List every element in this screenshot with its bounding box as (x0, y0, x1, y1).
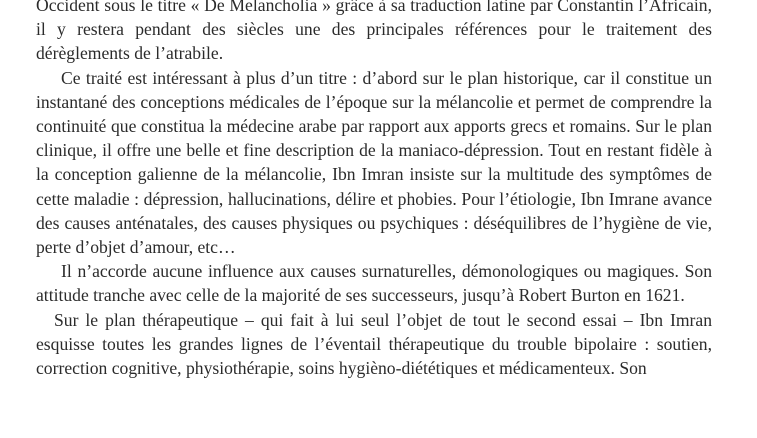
paragraph-supernatural-causes: Il n’accorde aucune influence aux causes surnaturelles, démonologiques ou magiques. Son attitude tranche avec celle de la majorité de ses successeurs, jusqu’à Robert Burton en 1621. (36, 261, 712, 306)
document-page (36, 0, 712, 380)
paragraph-melancholia-translation: Occident sous le titre « De Melancholia » grâce à sa traduction latine par Constantin l’Africain, il y restera pendant des siècles une des principales références pour le traitement des dérèglements de l’atrabile. (36, 0, 712, 64)
paragraph-therapeutic-plan: Sur le plan thérapeutique – qui fait à lui seul l’objet de tout le second essai – Ibn Imran esquisse toutes les grandes lignes de l’éventail thérapeutique du trouble bipolaire : soutien, correction cognitive, physiothérapie, soins hygièno-diététiques et médicamenteux. Son (36, 309, 712, 379)
paragraph-treatise-interest: Ce traité est intéressant à plus d’un titre : d’abord sur le plan historique, car il constitue un instantané des conceptions médicales de l’époque sur la mélancolie et permet de comprendre la continuité que constitua la médecine arabe par rapport aux apports grecs et romains. Sur le plan clinique, il offre une belle et fine description de la maniaco-dépression. Tout en restant fidèle à la conception galienne de la mélancolie, Ibn Imran insiste sur la multitude des symptômes de cette maladie : dépression, hallucinations, délire et phobies. Pour l’étiologie, Ibn Imrane avance des causes anténatales, des causes physiques ou psychiques : déséquilibres de l’hygiène de vie, perte d’objet d’amour, etc… (36, 67, 712, 258)
